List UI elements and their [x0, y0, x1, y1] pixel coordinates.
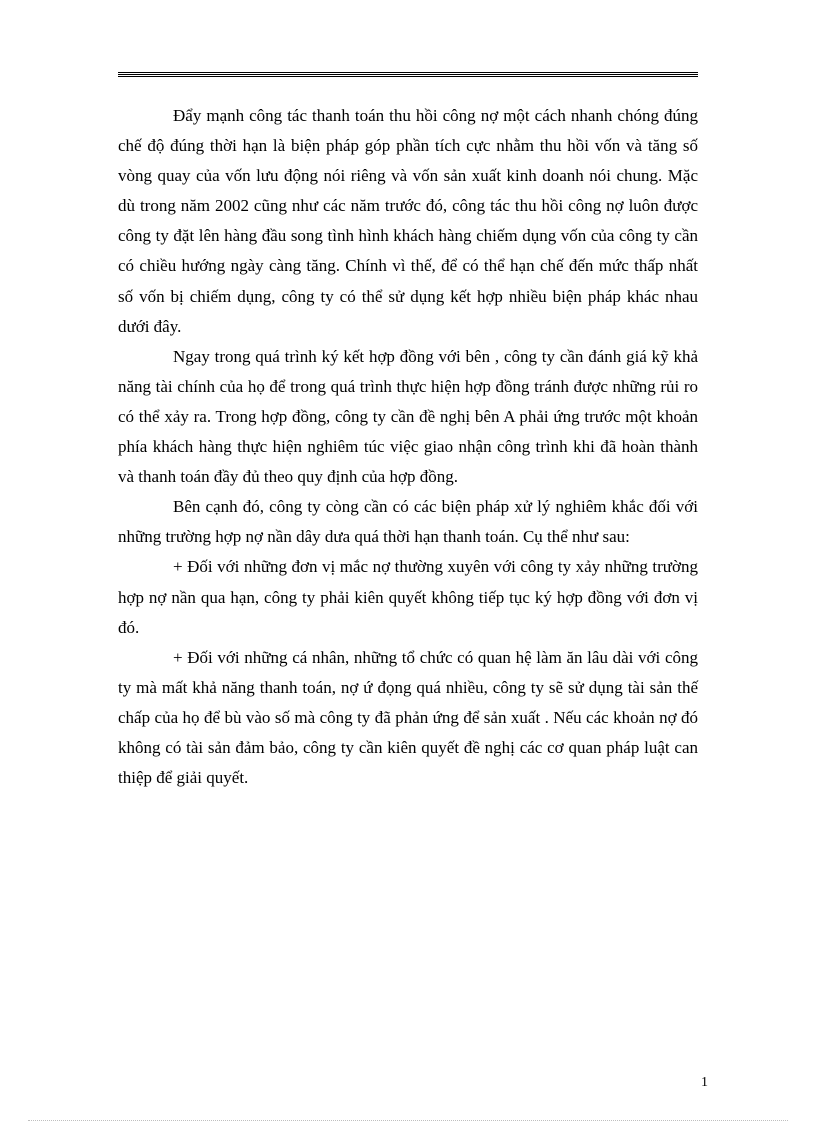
- header-rule-line: [118, 74, 698, 75]
- paragraph-long-term-partners: + Đối với những cá nhân, những tổ chức có quan hệ làm ăn lâu dài với công ty mà mất khả năng thanh toán, nợ ứ đọng quá nhiều, công ty sẽ sử dụng tài sản thế chấp của họ để bù vào số mà công ty đã phản ứng để sản xuất . Nếu các khoản nợ đó không có tài sản đảm bảo, công ty cần kiên quyết đề nghị các cơ quan pháp luật can thiệp để giải quyết.: [118, 647, 698, 788]
- paragraph-debt-collection: Đẩy mạnh công tác thanh toán thu hồi công nợ một cách nhanh chóng đúng chế độ đúng thời hạn là biện pháp góp phần tích cực nhằm thu hồi vốn và tăng số vòng quay của vốn lưu động nói riêng và vốn sản xuất kinh doanh nói chung. Mặc dù trong năm 2002 cũng như các năm trước đó, công tác thu hồi công nợ luôn được công ty đặt lên hàng đầu song tình hình khách hàng chiếm dụng vốn của công ty cần có chiều hướng ngày càng tăng. Chính vì thế, để có thể hạn chế đến mức thấp nhất số vốn bị chiếm dụng, công ty có thể sử dụng kết hợp nhiều biện pháp khác nhau dưới đây.: [118, 106, 698, 336]
- paragraph-strict-measures: Bên cạnh đó, công ty còng cần có các biện pháp xử lý nghiêm khắc đối với những trường hợp nợ nần dây dưa quá thời hạn thanh toán. Cụ thể như sau:: [118, 497, 698, 547]
- paragraph-frequent-debtors: + Đối với những đơn vị mắc nợ thường xuyên với công ty xảy những trường hợp nợ nần qua hạn, công ty phải kiên quyết không tiếp tục ký hợp đồng với đơn vị đó.: [118, 557, 698, 637]
- header-rule-line: [118, 76, 698, 77]
- footer-dotted-line: [28, 1120, 788, 1121]
- header-rule-line: [118, 72, 698, 73]
- body-text: [118, 101, 698, 793]
- page-number: 1: [701, 1075, 708, 1090]
- header-rule: [118, 72, 698, 78]
- paragraph-contract-signing: Ngay trong quá trình ký kết hợp đồng với bên , công ty cần đánh giá kỹ khả năng tài chính của họ để trong quá trình thực hiện hợp đồng tránh được những rủi ro có thể xảy ra. Trong hợp đồng, công ty cần đề nghị bên A phải ứng trước một khoản phía khách hàng thực hiện nghiêm túc việc giao nhận công trình khi đã hoàn thành và thanh toán đầy đủ theo quy định của hợp đồng.: [118, 346, 698, 487]
